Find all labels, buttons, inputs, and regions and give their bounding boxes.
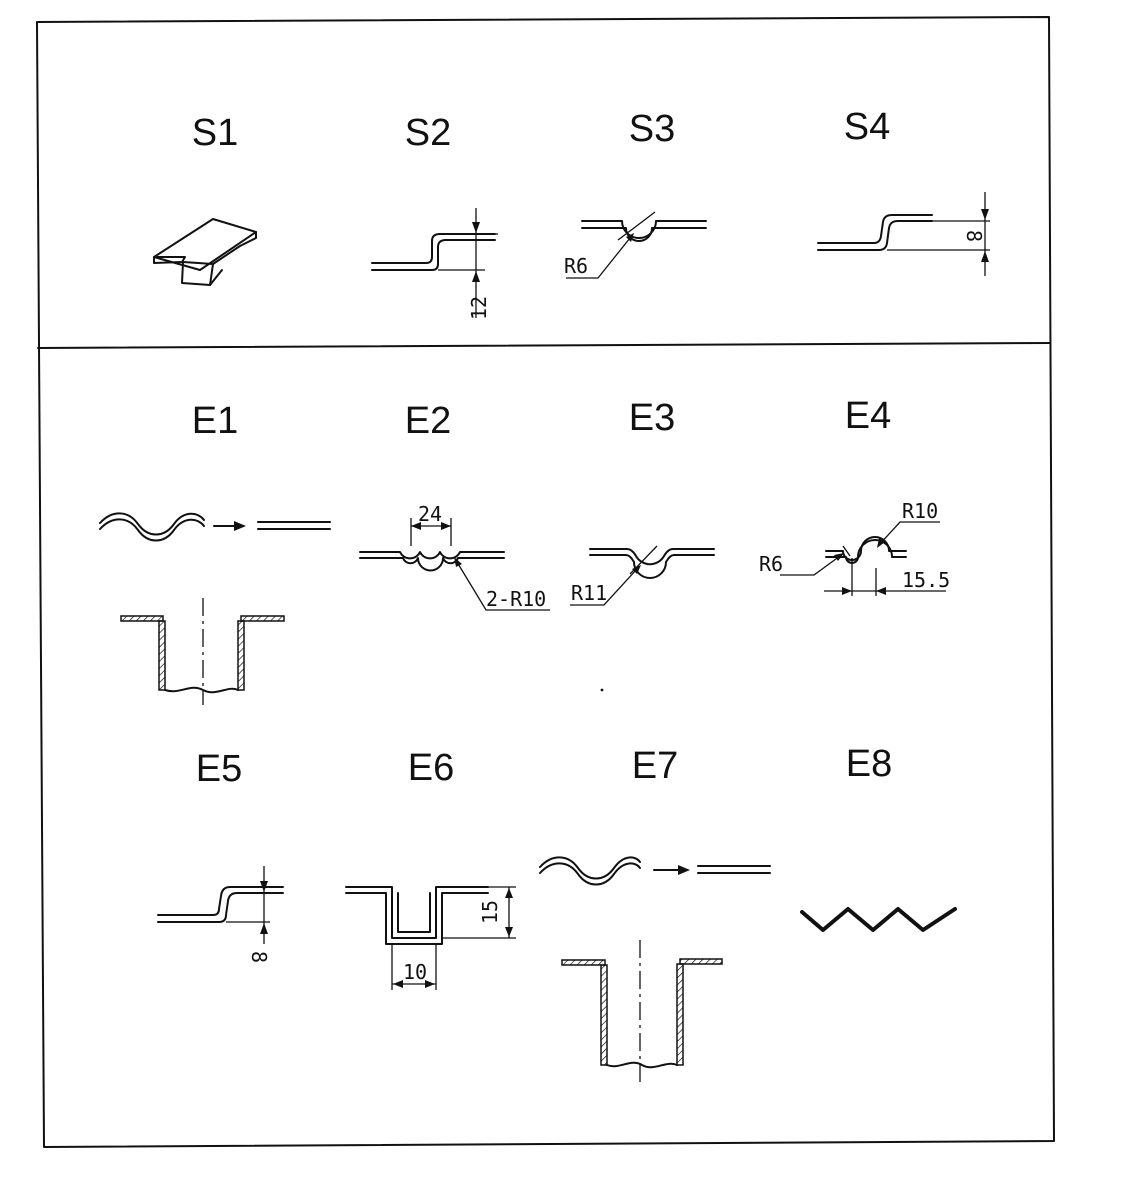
dim-e2-2-r10: 2-R10 (486, 587, 547, 611)
dim-e4-15-5: 15.5 (902, 568, 951, 592)
dim-e6-15: 15 (478, 899, 502, 925)
profile-e8 (802, 743, 955, 930)
profile-s4 (818, 106, 990, 276)
dim-e3-r11: R11 (571, 581, 608, 605)
dim-e6-10: 10 (403, 960, 428, 984)
profile-e1 (100, 400, 330, 705)
speck (601, 689, 604, 692)
e7-corrugated-to-flat-drawing (540, 857, 770, 884)
profile-e2 (360, 400, 550, 611)
s1-folded-strip-drawing (154, 219, 256, 285)
e1-corrugated-to-flat-drawing (100, 513, 330, 540)
dim-e5-8: 8 (247, 950, 271, 964)
dim-e4-r10: R10 (902, 499, 939, 523)
dim-s3-r6: R6 (564, 254, 589, 278)
label-s4: S4 (843, 106, 891, 148)
profile-e3 (570, 397, 714, 605)
label-e4: E4 (844, 395, 892, 437)
label-e7: E7 (631, 745, 679, 787)
label-e5: E5 (195, 748, 243, 790)
dim-e2-24: 24 (418, 502, 443, 526)
e1-collar-section-drawing (121, 598, 284, 705)
label-s1: S1 (191, 112, 239, 154)
label-e8: E8 (845, 743, 893, 785)
dim-s2-12: 12 (467, 295, 491, 321)
dim-s4-8: 8 (962, 229, 986, 243)
label-e6: E6 (407, 747, 455, 789)
label-e2: E2 (404, 400, 452, 442)
label-s2: S2 (404, 112, 452, 154)
e7-collar-section-drawing (562, 940, 722, 1082)
profile-s1 (154, 112, 256, 285)
profile-e5 (158, 748, 283, 963)
profile-s3 (564, 108, 706, 278)
dim-e4-r6: R6 (759, 552, 784, 576)
e8-zigzag-drawing (802, 909, 955, 930)
profile-s2 (372, 112, 498, 320)
profile-e4 (759, 395, 950, 596)
profile-e6 (346, 747, 516, 990)
label-e1: E1 (191, 400, 239, 442)
profile-e7 (540, 745, 770, 1082)
e5-offset-drawing (158, 866, 283, 944)
label-s3: S3 (628, 108, 676, 150)
label-e3: E3 (628, 397, 676, 439)
